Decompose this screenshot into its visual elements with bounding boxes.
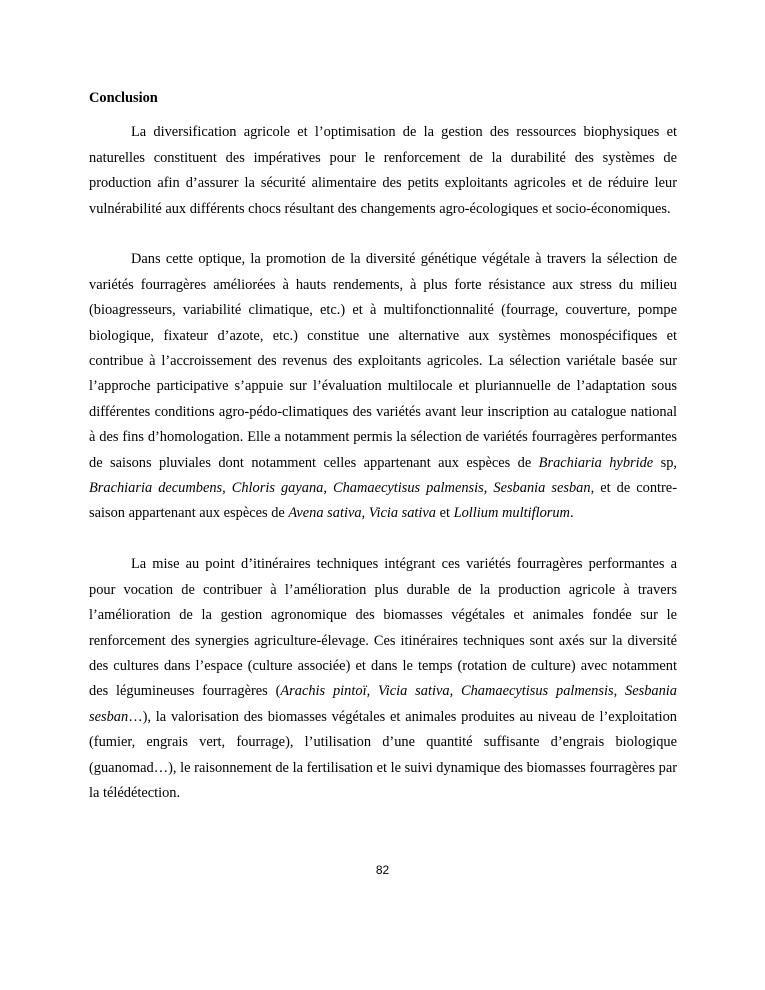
paragraph-text: .: [569, 505, 574, 522]
species-name: Avena sativa: [288, 505, 362, 522]
paragraph-text: Dans cette optique, la promotion de la diversité génétique végétale à travers la sélection de variétés fourragères améliorées à hauts rendements, à plus forte résistance aux stress du milieu (bioagresseurs, variabilité climatique, etc.) et à multifonctionnalité (fourrage, couverture, pompe biologique, fixateur d’azote, etc.) constitue une alternative aux systèmes monospécifiques et contribue à l’accroissement des revenus des exploitants agricoles. La sélection variétale basée sur l’approche participative s’appuie sur l’évaluation multilocale et pluriannuelle de l’adaptation sous différentes conditions agro-pédo-climatiques des variétés avant leur inscription au catalogue national à des fins d’homologation. Elle a notamment permis la sélection de variétés fourragères performantes de saisons pluviales dont notamment celles appartenant aux espèces de: [89, 251, 677, 471]
paragraph-text: et: [436, 505, 454, 522]
paragraph-text: ,: [366, 683, 379, 700]
page-content: [89, 86, 677, 806]
paragraph-text: ,: [323, 480, 333, 497]
paragraph-1-text: La diversification agricole et l’optimisation de la gestion des ressources biophysiques et naturelles constituent des impératives pour le renforcement de la durabilité des systèmes de production afin d’assurer la sécurité alimentaire des petits exploitants agricoles et de réduire leur vulnérabilité aux différents chocs résultant des changements agro-écologiques et socio-économiques.: [89, 124, 677, 217]
species-name: Sesbania sesban: [89, 683, 677, 725]
paragraph-3: [89, 552, 677, 806]
paragraph-text: ,: [613, 683, 626, 700]
species-name: Brachiaria hybride: [538, 454, 654, 471]
species-name: Arachis pintoï: [280, 683, 367, 700]
species-name: Vicia sativa: [368, 505, 437, 522]
paragraph-1: [89, 120, 677, 222]
section-heading: Conclusion: [89, 90, 158, 106]
paragraph-text: sp,: [653, 454, 678, 471]
paragraph-text: …), la valorisation des biomasses végétales et animales produites au niveau de l’exploitation (fumier, engrais vert, fourrage), l’utilisation d’une quantité suffisante d’engrais biologique (guanomad…), le raisonnement de la fertilisation et le suivi dynamique des biomasses fourragères par la télédétection.: [89, 708, 677, 801]
paragraph-text: ,: [361, 505, 369, 522]
species-name: Chamaecytisus palmensis: [333, 480, 484, 497]
page-number: 82: [375, 863, 390, 877]
species-name: Lollium multiflorum: [453, 505, 570, 522]
paragraph-text: ,: [449, 683, 462, 700]
species-name: Vicia sativa: [378, 683, 450, 700]
species-name: Sesbania sesban: [493, 480, 591, 497]
species-name: Chamaecytisus palmensis: [461, 683, 614, 700]
paragraph-text: , et de contre-saison appartenant aux espèces de: [89, 480, 677, 522]
species-name: Brachiaria decumbens, Chloris gayana: [89, 480, 324, 497]
paragraph-2: [89, 247, 677, 526]
paragraph-text: La mise au point d’itinéraires techniques intégrant ces variétés fourragères performantes a pour vocation de contribuer à l’amélioration plus durable de la production agricole à travers l’amélioration de la gestion agronomique des biomasses végétales et animales fondée sur le renforcement des synergies agriculture-élevage. Ces itinéraires techniques sont axés sur la diversité des cultures dans l’espace (culture associée) et dans le temps (rotation de culture) avec notamment des légumineuses fourragères (: [89, 556, 677, 700]
paragraph-text: ,: [483, 480, 494, 497]
